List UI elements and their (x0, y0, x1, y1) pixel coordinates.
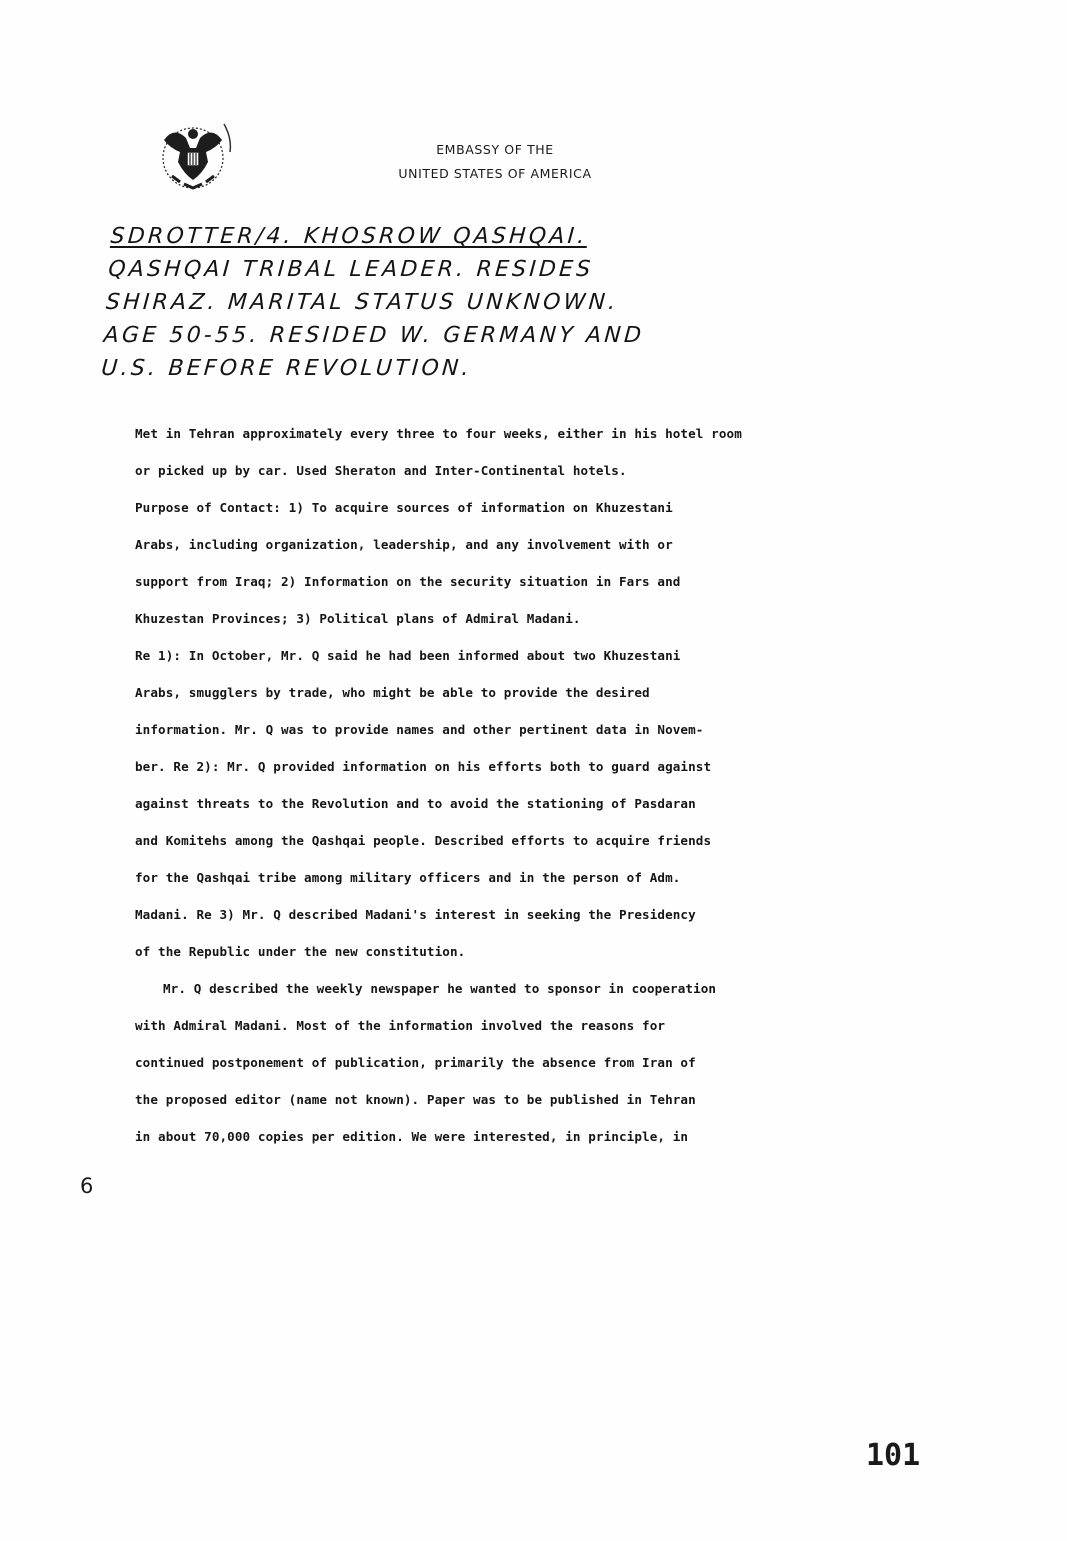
typed-body (135, 415, 895, 1155)
body-line: Purpose of Contact: 1) To acquire sources of information on Khuzestani (135, 500, 673, 515)
body-line: Mr. Q described the weekly newspaper he wanted to sponsor in cooperation (163, 981, 717, 996)
body-line: with Admiral Madani. Most of the information involved the reasons for (135, 1018, 666, 1033)
handwritten-line-3: SHIRAZ. MARITAL STATUS UNKNOWN. (105, 290, 620, 315)
handwritten-line-2: QASHQAI TRIBAL LEADER. RESIDES (107, 257, 595, 282)
body-line: or picked up by car. Used Sheraton and Inter-Continental hotels. (135, 463, 627, 478)
margin-number: 6 (80, 1174, 94, 1198)
handwritten-line-4: AGE 50-55. RESIDED W. GERMANY AND (102, 323, 646, 348)
body-line: in about 70,000 copies per edition. We were interested, in principle, in (135, 1129, 689, 1144)
body-line: for the Qashqai tribe among military officers and in the person of Adm. (135, 870, 681, 885)
letterhead-line-1: EMBASSY OF THE (436, 142, 554, 157)
body-line: Arabs, smugglers by trade, who might be able to provide the desired (135, 685, 650, 700)
handwritten-line-1: SDROTTER/4. KHOSROW QASHQAI. (109, 224, 589, 249)
body-line: the proposed editor (name not known). Paper was to be published in Tehran (135, 1092, 696, 1107)
body-line: Madani. Re 3) Mr. Q described Madani's interest in seeking the Presidency (135, 907, 696, 922)
body-line: of the Republic under the new constitution. (135, 944, 466, 959)
body-line: Arabs, including organization, leadership, and any involvement with or (135, 537, 673, 552)
body-line: support from Iraq; 2) Information on the security situation in Fars and (135, 574, 681, 589)
body-line: and Komitehs among the Qashqai people. Described efforts to acquire friends (135, 833, 712, 848)
body-line: Khuzestan Provinces; 3) Political plans of Admiral Madani. (135, 611, 581, 626)
body-line: information. Mr. Q was to provide names and other pertinent data in Novem- (135, 722, 704, 737)
great-seal-eagle-icon (150, 118, 236, 194)
body-line: continued postponement of publication, primarily the absence from Iran of (135, 1055, 696, 1070)
letterhead (360, 138, 630, 186)
body-line: against threats to the Revolution and to avoid the stationing of Pasdaran (135, 796, 696, 811)
handwritten-note (100, 220, 872, 385)
body-line: Re 1): In October, Mr. Q said he had been informed about two Khuzestani (135, 648, 681, 663)
letterhead-line-2: UNITED STATES OF AMERICA (398, 166, 592, 181)
body-line: ber. Re 2): Mr. Q provided information on his efforts both to guard against (135, 759, 712, 774)
page-number: 101 (866, 1438, 921, 1473)
handwritten-line-5: U.S. BEFORE REVOLUTION. (100, 356, 473, 381)
body-line: Met in Tehran approximately every three to four weeks, either in his hotel room (135, 426, 742, 441)
